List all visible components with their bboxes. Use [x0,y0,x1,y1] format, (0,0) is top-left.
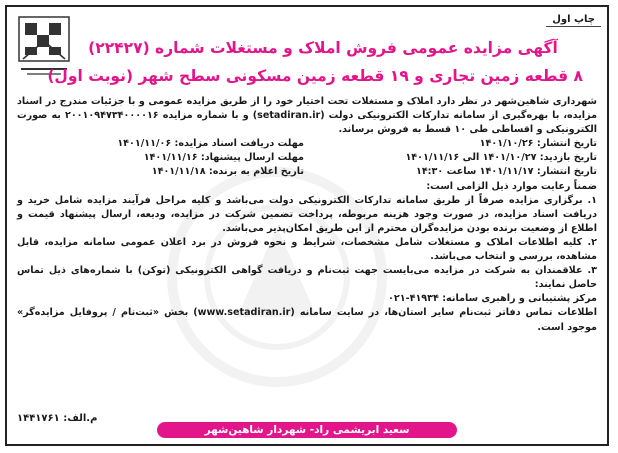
date-visit: تاریخ بازدید: ۱۴۰۱/۱۰/۲۷ الی ۱۴۰۱/۱۱/۱۶ [405,152,597,164]
edition-label: چاپ اول [546,13,601,27]
date-winner: تاریخ اعلام به برنده: ۱۴۰۱/۱۱/۱۸ [151,166,304,178]
support-center: مرکز پشتیبانی و راهبری سامانه: ۴۱۹۳۴-۰۲۱ [388,293,597,305]
date-doc-deadline: مهلت دریافت اسناد مزایده: ۱۴۰۱/۱۱/۰۶ [117,138,304,150]
date-opening: تاریخ انتشار: ۱۴۰۱/۱۱/۱۷ ساعت ۱۴:۳۰ [415,166,597,178]
note-1: ۱. برگزاری مزایده صرفاً از طریق سامانه تدارکات الکترونیکی دولت می‌باشد و کلیه مراحل فرآیند مزایده شامل خرید و دریافت اسناد مزایده، در صورت وجود هزینه مربوطه، پرداخت تضمین شرکت در مزایده، ودیعه، ارسال پیشنهاد قیمت و اطلاع از وضعیت برنده بودن مزایده‌گران محترم از این طریق امکان‌پذیر می‌باشد. [17,194,597,234]
title-line-1: آگهی مزایده عمومی فروش املاک و مستغلات شماره (۲۲۴۲۷) [88,39,558,57]
note-3: ۳. علاقمندان به شرکت در مزایده می‌بایست جهت ثبت‌نام و دریافت گواهی الکترونیکی (توکن) با شماره‌های ذیل تماس حاصل نمایند: [17,265,597,291]
dates-grid [17,137,597,179]
date-publish: تاریخ انتشار: ۱۴۰۱/۱۰/۲۶ [479,138,597,150]
announcement-body [17,95,597,335]
notes-intro: ضمناً رعایت موارد ذیل الزامی است: [426,180,597,192]
note-2: ۲. کلیه اطلاعات املاک و مستغلات شامل مشخصات، شرایط و نحوه فروش در برد اعلان عمومی سامانه مزایده، قابل مشاهده، بررسی و انتخاب می‌باشد. [17,236,597,263]
intro-paragraph: شهرداری شاهین‌شهر در نظر دارد املاک و مستغلات تحت اختیار خود را از طریق مزایده عمومی و با جزئیات مندرج در اسناد مزایده، با بهره‌گیری از سامانه تدارکات الکترونیکی دولت (setadiran.ir) و با شماره مزایده ۲۰۰۱۰۹۴۷۳۴۰۰۰۰۱۶ به صورت الکترونیکی و اقساطی طی ۱۰ قسط به فروش برساند. [17,96,598,136]
reference-code: م.الف: ۱۴۴۱۷۶۱ [17,413,98,424]
title-line-2: ۸ قطعه زمین تجاری و ۱۹ قطعه زمین مسکونی سطح شهر (نوبت اول) [47,67,583,85]
date-offer-deadline: مهلت ارسال پیشنهاد: ۱۴۰۱/۱۱/۱۶ [143,152,304,164]
advertisement-frame [5,5,609,446]
offices-info: اطلاعات تماس دفاتر ثبت‌نام سایر استان‌ها، در سایت سامانه (www.setadiran.ir) بخش «ثبت‌نام / پروفایل مزایده‌گر» موجود است. [17,307,597,333]
signature-banner: سعید ابریشمی راد- شهردار شاهین‌شهر [157,422,457,438]
